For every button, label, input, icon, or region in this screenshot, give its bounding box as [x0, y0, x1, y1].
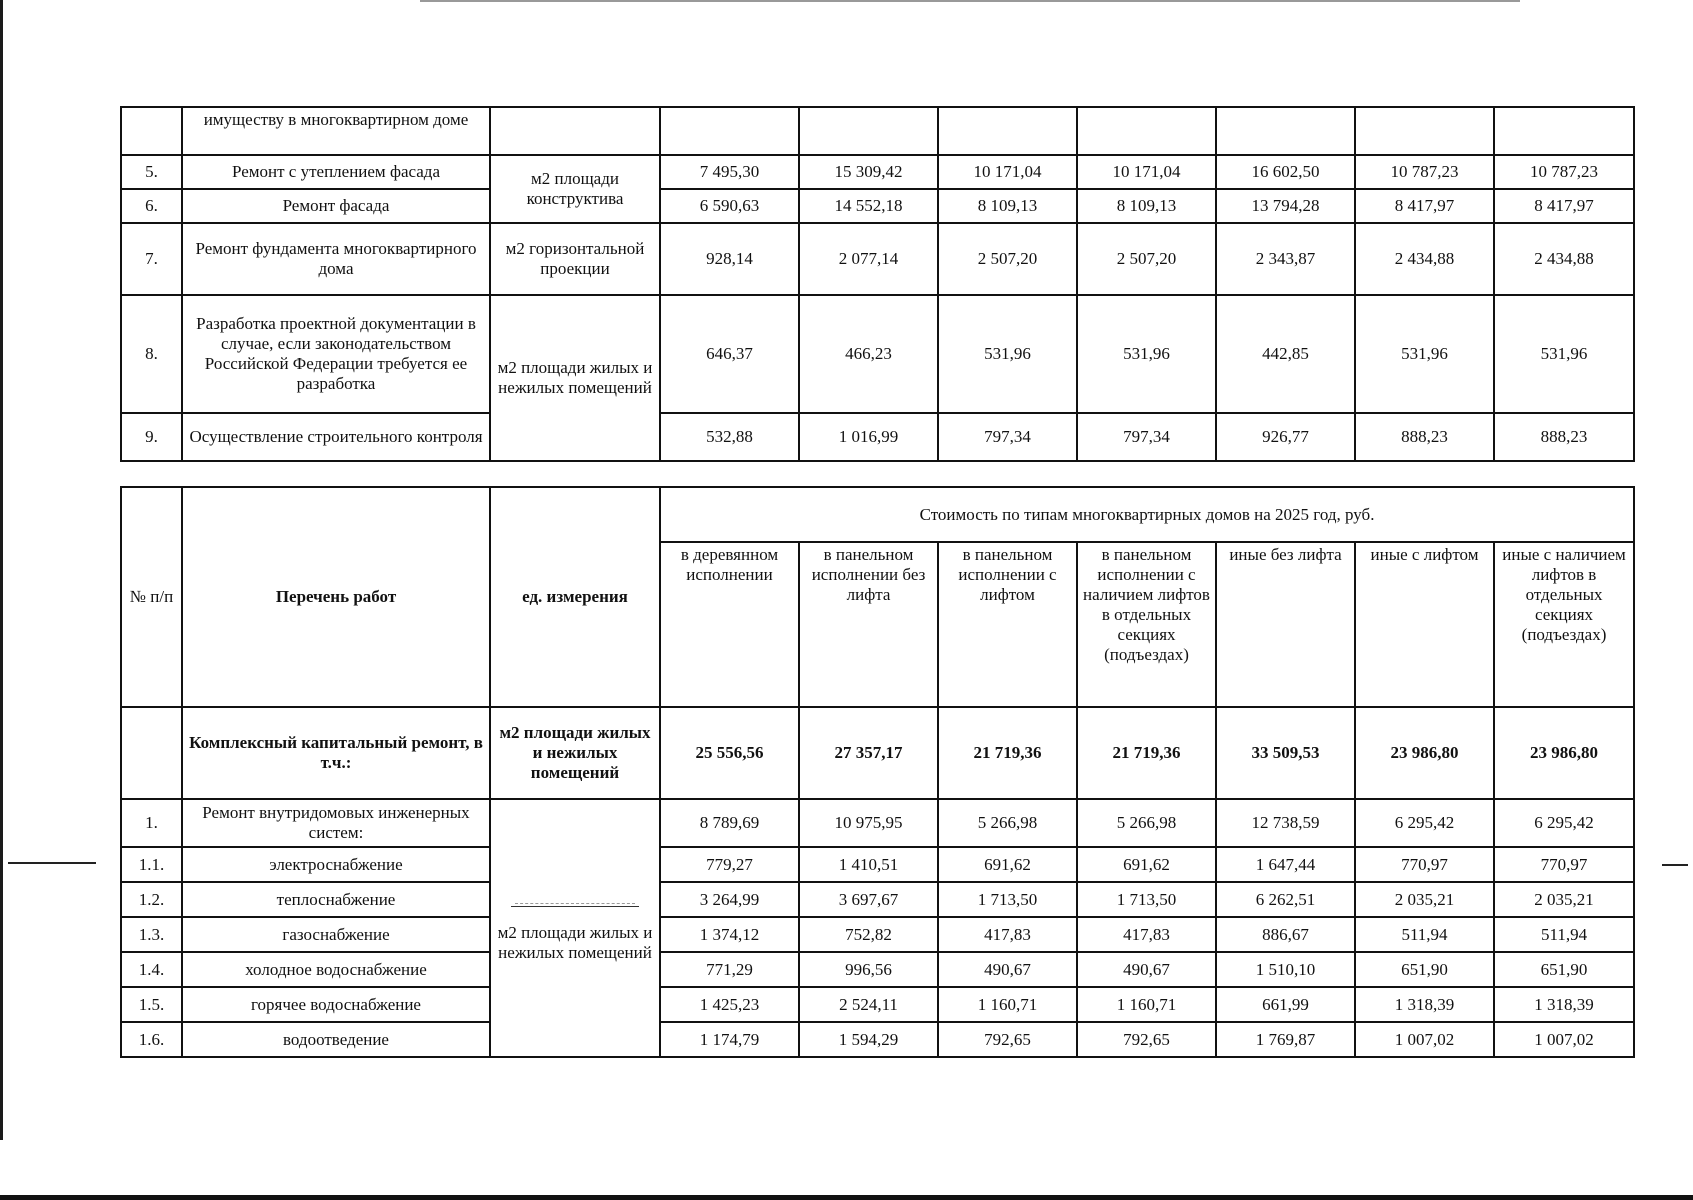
unit-facade: м2 площади конструктива	[490, 155, 660, 223]
cost-cell: 2 434,88	[1494, 223, 1634, 295]
table-row	[121, 1022, 1634, 1057]
row-number: 7.	[121, 223, 182, 295]
cost-cell: 417,83	[1077, 917, 1216, 952]
cost-cell: 23 986,80	[1494, 707, 1634, 799]
row-number: 1.	[121, 799, 182, 847]
cost-cell: 27 357,17	[799, 707, 938, 799]
row-number: 9.	[121, 413, 182, 461]
work-name: Комплексный капитальный ремонт, в т.ч.:	[182, 707, 490, 799]
cost-cell: 1 647,44	[1216, 847, 1355, 882]
table-row	[121, 882, 1634, 917]
header-col-other-lift-sections: иные с наличием лифтов в отдельных секциях (подъездах)	[1494, 542, 1634, 707]
cost-cell: 2 035,21	[1494, 882, 1634, 917]
cost-cell: 466,23	[799, 295, 938, 413]
row-number: 1.3.	[121, 917, 182, 952]
cost-cell: 6 295,42	[1355, 799, 1494, 847]
cost-cell: 691,62	[938, 847, 1077, 882]
unit	[490, 107, 660, 155]
cost-cell: 3 264,99	[660, 882, 799, 917]
header-col-panel-lift: в панельном исполнении с лифтом	[938, 542, 1077, 707]
cost-cell: 1 713,50	[1077, 882, 1216, 917]
cost-cell: 3 697,67	[799, 882, 938, 917]
cost-cell: 5 266,98	[1077, 799, 1216, 847]
cost-cell: 928,14	[660, 223, 799, 295]
cost-cell: 21 719,36	[938, 707, 1077, 799]
cost-cell: 15 309,42	[799, 155, 938, 189]
row-number: 1.2.	[121, 882, 182, 917]
cost-cell: 511,94	[1355, 917, 1494, 952]
work-name: холодное водоснабжение	[182, 952, 490, 987]
cost-cell: 10 975,95	[799, 799, 938, 847]
scan-rule-mark	[515, 903, 635, 904]
work-name: водоотведение	[182, 1022, 490, 1057]
cost-cell: 797,34	[938, 413, 1077, 461]
cost-cell: 21 719,36	[1077, 707, 1216, 799]
scan-left-edge	[0, 0, 3, 1140]
cost-cell: 2 507,20	[1077, 223, 1216, 295]
cost-cell: 8 109,13	[1077, 189, 1216, 223]
cost-cell: 33 509,53	[1216, 707, 1355, 799]
table-row	[121, 847, 1634, 882]
row-number: 5.	[121, 155, 182, 189]
work-name: Ремонт фундамента многоквартирного дома	[182, 223, 490, 295]
cost-cell: 1 410,51	[799, 847, 938, 882]
table-row	[121, 799, 1634, 847]
cost-cell: 531,96	[1077, 295, 1216, 413]
cost-cell: 1 174,79	[660, 1022, 799, 1057]
row-number: 8.	[121, 295, 182, 413]
cost-cell: 888,23	[1355, 413, 1494, 461]
cost-cell: 417,83	[938, 917, 1077, 952]
cost-cell: 6 262,51	[1216, 882, 1355, 917]
row-number	[121, 107, 182, 155]
cost-cell: 25 556,56	[660, 707, 799, 799]
cost-cell: 926,77	[1216, 413, 1355, 461]
cost-cell: 651,90	[1355, 952, 1494, 987]
cost-cell: 10 787,23	[1494, 155, 1634, 189]
work-name: теплоснабжение	[182, 882, 490, 917]
cost-cell: 1 510,10	[1216, 952, 1355, 987]
cost-cell	[660, 107, 799, 155]
cost-cell	[1494, 107, 1634, 155]
work-name: газоснабжение	[182, 917, 490, 952]
cost-cell	[938, 107, 1077, 155]
cost-cell: 12 738,59	[1216, 799, 1355, 847]
header-work-list: Перечень работ	[182, 487, 490, 707]
header-col-wooden: в деревянном исполнении	[660, 542, 799, 707]
header-col-panel-no-lift: в панельном исполнении без лифта	[799, 542, 938, 707]
header-row	[121, 487, 1634, 542]
unit-engineering	[490, 799, 660, 1057]
cost-cell: 1 769,87	[1216, 1022, 1355, 1057]
cost-cell: 1 318,39	[1355, 987, 1494, 1022]
cost-cell: 13 794,28	[1216, 189, 1355, 223]
work-name: имуществу в многоквартирном доме	[182, 107, 490, 155]
cost-cell: 2 077,14	[799, 223, 938, 295]
table-row	[121, 155, 1634, 189]
cost-cell: 651,90	[1494, 952, 1634, 987]
cost-cell: 1 594,29	[799, 1022, 938, 1057]
cost-cell: 2 434,88	[1355, 223, 1494, 295]
unit: м2 площади жилых и нежилых помещений	[490, 707, 660, 799]
cost-cell: 10 171,04	[1077, 155, 1216, 189]
cost-cell: 2 343,87	[1216, 223, 1355, 295]
cost-cell: 531,96	[1494, 295, 1634, 413]
cost-cell: 10 787,23	[1355, 155, 1494, 189]
cost-cell: 770,97	[1494, 847, 1634, 882]
cost-cell: 8 417,97	[1494, 189, 1634, 223]
cost-cell: 16 602,50	[1216, 155, 1355, 189]
cost-cell: 1 007,02	[1494, 1022, 1634, 1057]
cost-cell: 792,65	[1077, 1022, 1216, 1057]
table-row	[121, 223, 1634, 295]
cost-cell: 23 986,80	[1355, 707, 1494, 799]
cost-cell: 752,82	[799, 917, 938, 952]
header-col-panel-lift-sections: в панельном исполнении с наличием лифтов в отдельных секциях (подъездах)	[1077, 542, 1216, 707]
row-number: 6.	[121, 189, 182, 223]
cost-cell: 771,29	[660, 952, 799, 987]
cost-cell: 532,88	[660, 413, 799, 461]
table-row	[121, 952, 1634, 987]
cost-cell: 2 507,20	[938, 223, 1077, 295]
cost-cell: 691,62	[1077, 847, 1216, 882]
cost-cell: 511,94	[1494, 917, 1634, 952]
row-number: 1.6.	[121, 1022, 182, 1057]
cost-cell	[799, 107, 938, 155]
scan-margin-mark-right	[1662, 864, 1688, 866]
table-row	[121, 295, 1634, 413]
header-cost-group: Стоимость по типам многоквартирных домов на 2025 год, руб.	[660, 487, 1634, 542]
cost-cell: 490,67	[938, 952, 1077, 987]
cost-cell: 14 552,18	[799, 189, 938, 223]
cost-cell: 661,99	[1216, 987, 1355, 1022]
scan-top-edge	[420, 0, 1520, 2]
cost-cell: 2 035,21	[1355, 882, 1494, 917]
cost-cell: 779,27	[660, 847, 799, 882]
cost-cell: 6 295,42	[1494, 799, 1634, 847]
cost-cell: 1 007,02	[1355, 1022, 1494, 1057]
cost-cell: 490,67	[1077, 952, 1216, 987]
row-number: 1.5.	[121, 987, 182, 1022]
cost-cell: 8 417,97	[1355, 189, 1494, 223]
cost-cell: 442,85	[1216, 295, 1355, 413]
cost-cell: 646,37	[660, 295, 799, 413]
table-row	[121, 107, 1634, 155]
cost-cell: 8 109,13	[938, 189, 1077, 223]
cost-cell: 1 160,71	[1077, 987, 1216, 1022]
cost-cell	[1216, 107, 1355, 155]
table-row	[121, 189, 1634, 223]
cost-cell: 10 171,04	[938, 155, 1077, 189]
cost-cell: 8 789,69	[660, 799, 799, 847]
cost-cell: 6 590,63	[660, 189, 799, 223]
scan-bottom-edge	[0, 1195, 1693, 1200]
cost-cell: 886,67	[1216, 917, 1355, 952]
cost-cell: 1 713,50	[938, 882, 1077, 917]
row-number: 1.1.	[121, 847, 182, 882]
work-name: Ремонт внутридомовых инженерных систем:	[182, 799, 490, 847]
cost-cell: 770,97	[1355, 847, 1494, 882]
cost-cell: 1 374,12	[660, 917, 799, 952]
cost-cell: 5 266,98	[938, 799, 1077, 847]
table-row	[121, 917, 1634, 952]
cost-cell: 888,23	[1494, 413, 1634, 461]
cost-cell: 1 425,23	[660, 987, 799, 1022]
header-num: № п/п	[121, 487, 182, 707]
cost-cell: 1 016,99	[799, 413, 938, 461]
scan-margin-mark-left	[8, 862, 96, 864]
header-unit: ед. измерения	[490, 487, 660, 707]
cost-cell: 531,96	[938, 295, 1077, 413]
cost-cell	[1355, 107, 1494, 155]
cost-cell	[1077, 107, 1216, 155]
work-name: электроснабжение	[182, 847, 490, 882]
row-number	[121, 707, 182, 799]
unit: м2 горизонтальной проекции	[490, 223, 660, 295]
cost-cell: 792,65	[938, 1022, 1077, 1057]
cost-cell: 996,56	[799, 952, 938, 987]
cost-cell: 1 318,39	[1494, 987, 1634, 1022]
cost-cell: 1 160,71	[938, 987, 1077, 1022]
work-name: Ремонт с утеплением фасада	[182, 155, 490, 189]
work-name: горячее водоснабжение	[182, 987, 490, 1022]
work-name: Осуществление строительного контроля	[182, 413, 490, 461]
header-col-other-no-lift: иные без лифта	[1216, 542, 1355, 707]
cost-cell: 797,34	[1077, 413, 1216, 461]
cost-cell: 2 524,11	[799, 987, 938, 1022]
work-name: Разработка проектной документации в случае, если законодательством Российской Федерации требуется ее разработка	[182, 295, 490, 413]
total-row	[121, 707, 1634, 799]
unit-engineering-label: м2 площади жилых и нежилых помещений	[497, 923, 653, 962]
works-cost-table-2025	[120, 486, 1635, 1058]
header-col-other-lift: иные с лифтом	[1355, 542, 1494, 707]
table-row	[121, 987, 1634, 1022]
cost-cell: 7 495,30	[660, 155, 799, 189]
works-table-continuation	[120, 106, 1635, 462]
unit-living: м2 площади жилых и нежилых помещений	[490, 295, 660, 461]
table-row	[121, 413, 1634, 461]
work-name: Ремонт фасада	[182, 189, 490, 223]
row-number: 1.4.	[121, 952, 182, 987]
cost-cell: 531,96	[1355, 295, 1494, 413]
